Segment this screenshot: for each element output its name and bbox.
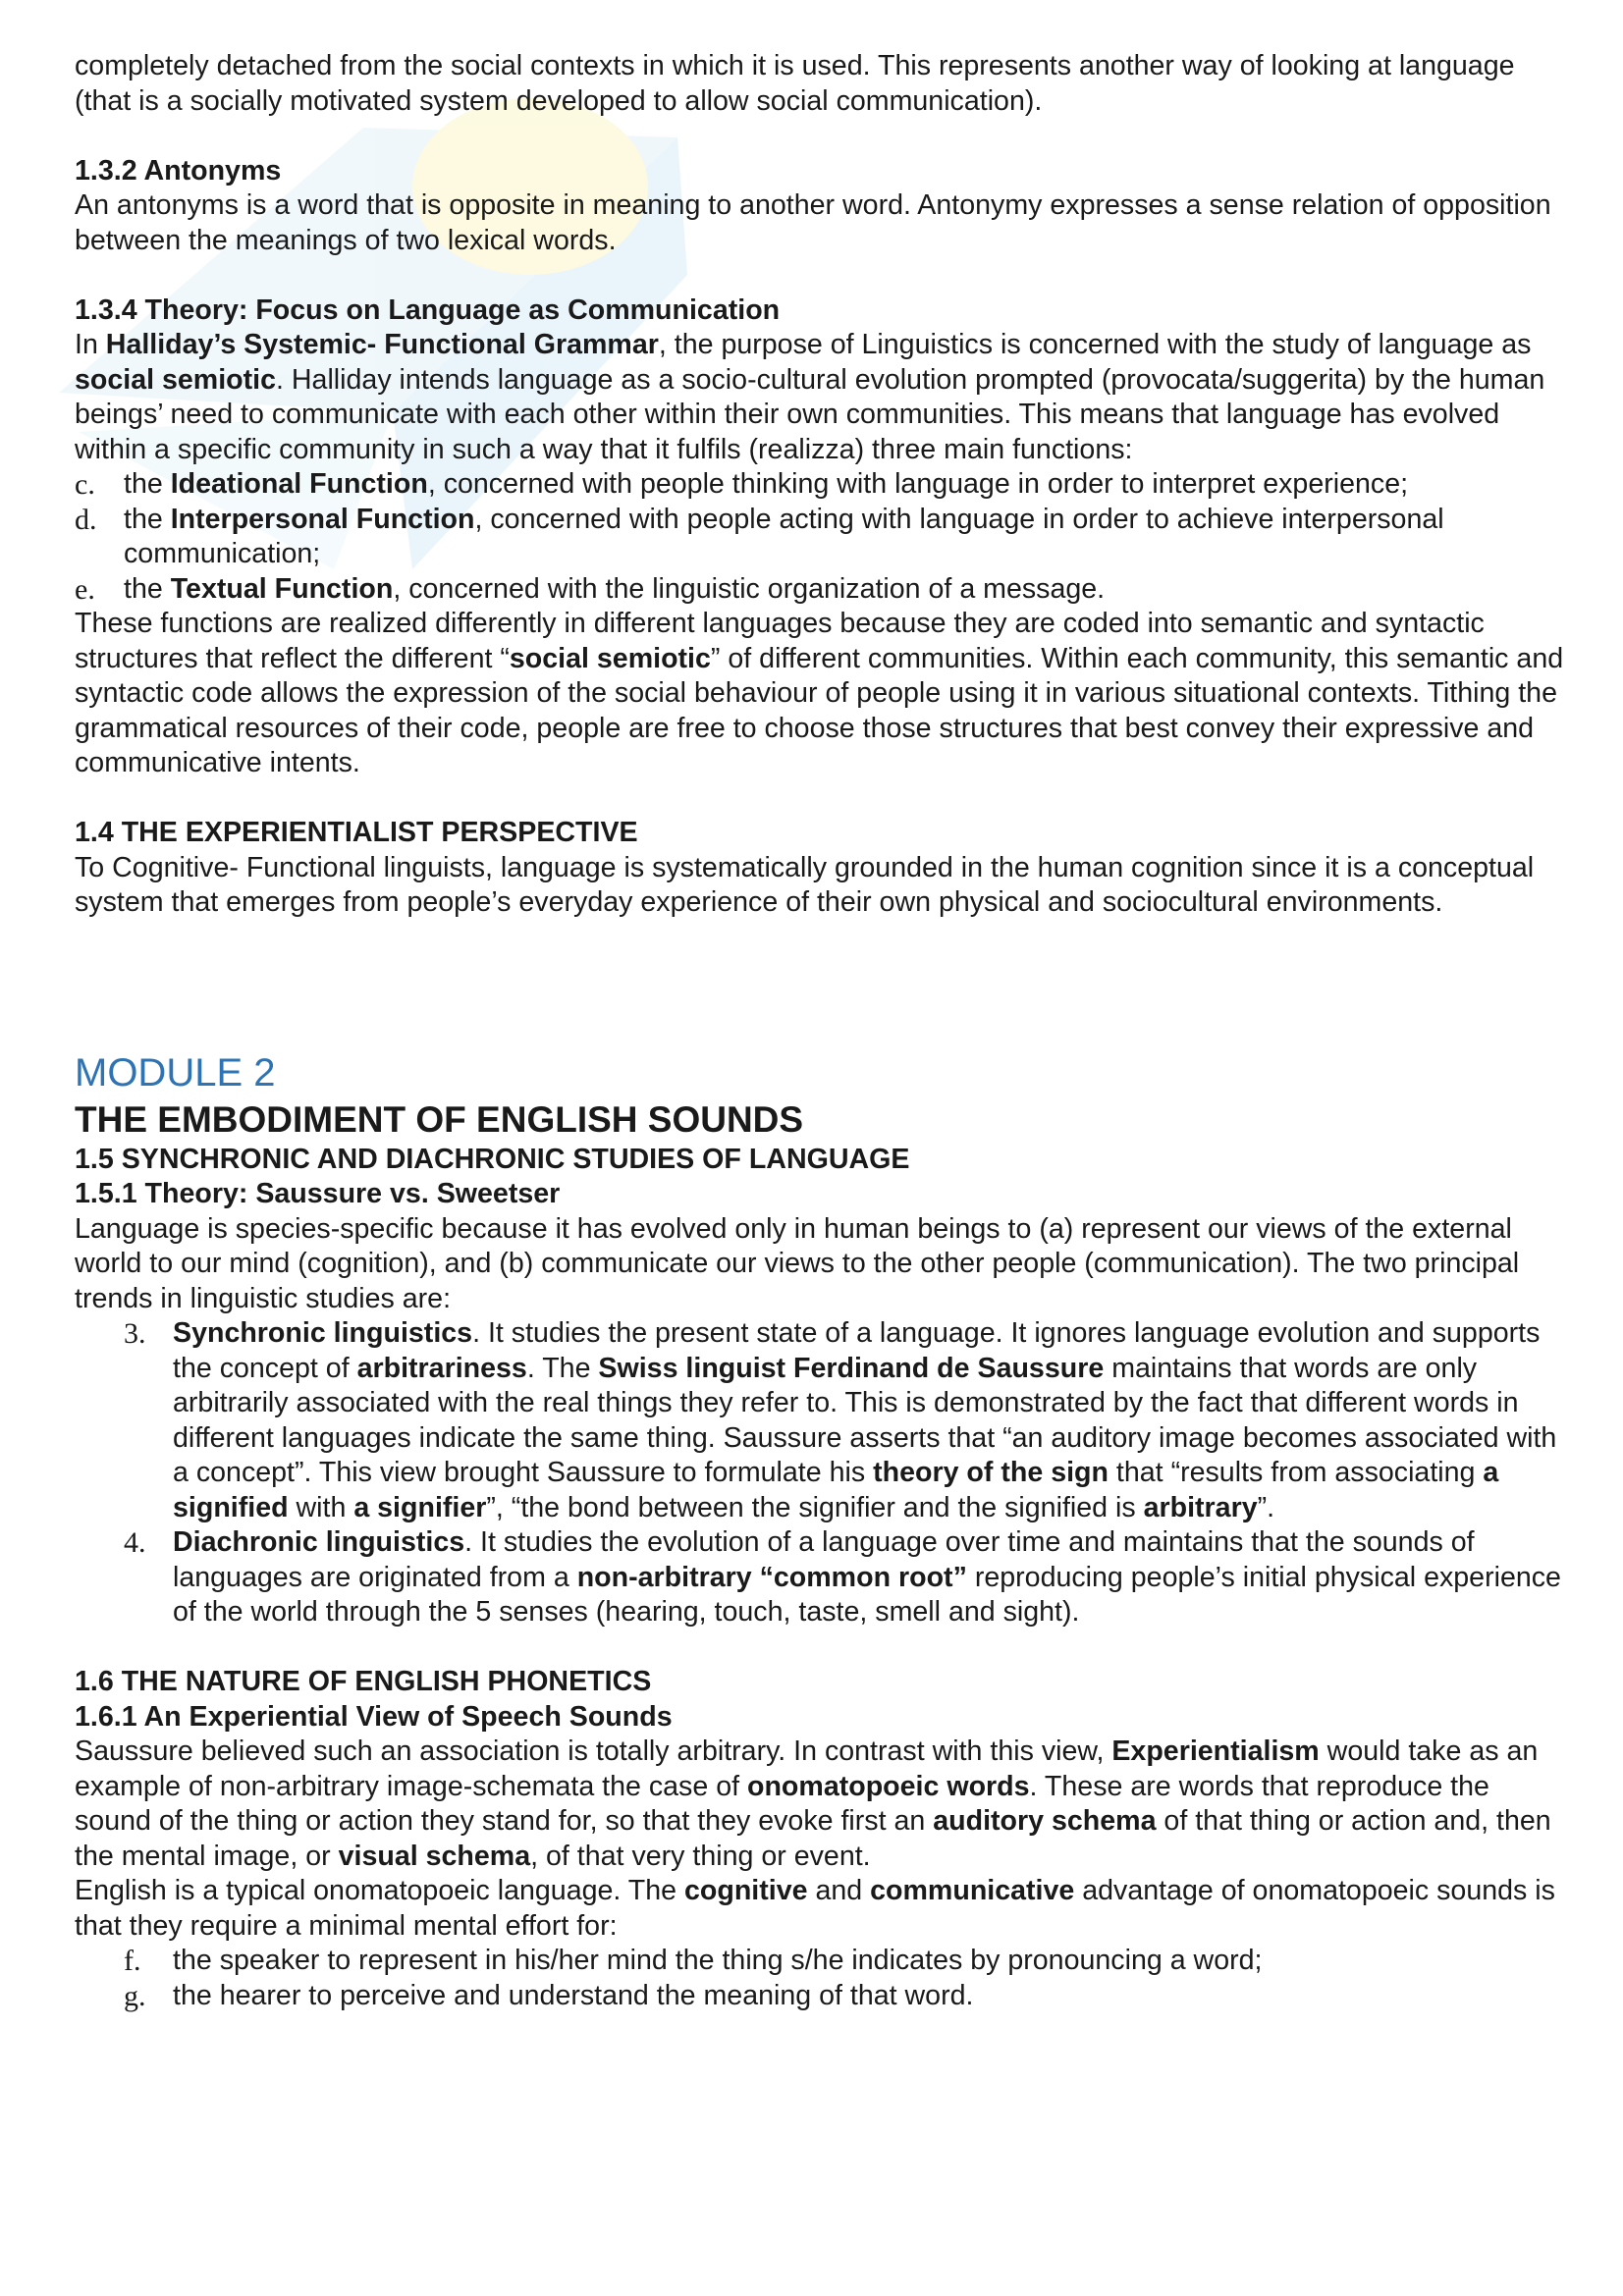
- list-item: 4. Diachronic linguistics. It studies the evolution of a language over time and maintains that the sounds of languages are originated from a non-arbitrary “common root” reproducing people’s initial physical experience of the world through the 5 senses (hearing, touch, taste, smell and sight).: [124, 1526, 1561, 1628]
- functions-list: [75, 467, 1567, 607]
- module-title: THE EMBODIMENT OF ENGLISH SOUNDS: [75, 1098, 804, 1140]
- section-1-4-text: To Cognitive- Functional linguists, language is systematically grounded in the human cognition since it is a conceptual system that emerges from people’s everyday experience of their own physical and sociocultural environments.: [75, 851, 1535, 918]
- section-1-6-1-heading: 1.6.1 An Experiential View of Speech Sounds: [75, 1700, 673, 1733]
- functions-explanation: These functions are realized differently in different languages because they are coded into semantic and syntactic structures that reflect the different “social semiotic” of different communities. Within each community, this semantic and syntactic code allows the expression of the social behaviour of people using it in various situational contexts. Tithing the grammatical resources of their code, people are free to choose those structures that best convey their expressive and communicative intents.: [75, 608, 1564, 778]
- section-1-3-4-paragraph: In Halliday’s Systemic- Functional Grammar, the purpose of Linguistics is concerned with the study of language as social semiotic. Halliday intends language as a socio-cultural evolution prompted (provocata/suggerita) by the human beings’ need to communicate with each other within their own communities. This means that language has evolved within a specific community in such a way that it fulfils (realizza) three main functions:: [75, 329, 1545, 465]
- linguistics-list: [124, 1316, 1567, 1630]
- section-1-4-heading: 1.4 THE EXPERIENTIALIST PERSPECTIVE: [75, 817, 638, 848]
- section-1-6-paragraph-2: English is a typical onomatopoeic language. The cognitive and communicative advantage of onomatopoeic sounds is that they require a minimal mental effort for:: [75, 1875, 1555, 1942]
- list-item: d. the Interpersonal Function, concerned with people acting with language in order to achieve interpersonal communication;: [75, 503, 1444, 569]
- section-1-3-2-heading: 1.3.2 Antonyms: [75, 154, 282, 187]
- list-item: c. the Ideational Function, concerned with people thinking with language in order to interpret experience;: [75, 468, 1409, 501]
- list-item: g. the hearer to perceive and understand the meaning of that word.: [124, 1979, 974, 2012]
- section-1-6-paragraph-1: Saussure believed such an association is totally arbitrary. In contrast with this view, Experientialism would take as an example of non-arbitrary image-schemata the case of onomatopoeic words. These are words that reproduce the sound of the thing or action they stand for, so that they evoke first an auditory schema of that thing or action and, then the mental image, or visual schema, of that very thing or event.: [75, 1735, 1551, 1872]
- section-1-3-2-text: An antonyms is a word that is opposite in meaning to another word. Antonymy expresses a sense relation of opposition between the meanings of two lexical words.: [75, 189, 1551, 256]
- section-1-5-1-heading: 1.5.1 Theory: Saussure vs. Sweetser: [75, 1178, 561, 1209]
- list-item: 3. Synchronic linguistics. It studies the present state of a language. It ignores language evolution and supports the concept of arbitrariness. The Swiss linguist Ferdinand de Saussure maintains that words are only arbitrarily associated with the real things they refer to. This is demonstrated by the fact that different words in different languages indicate the same thing. Saussure asserts that “an auditory image becomes associated with a concept”. This view brought Saussure to formulate his theory of the sign that “results from associating a signified with a signifier”, “the bond between the signifier and the signified is arbitrary”.: [124, 1317, 1557, 1523]
- list-item: e. the Textual Function, concerned with the linguistic organization of a message.: [75, 572, 1106, 606]
- intro-paragraph: completely detached from the social contexts in which it is used. This represents another way of looking at language (that is a socially motivated system developed to allow social communication).: [75, 50, 1515, 117]
- section-1-5-text: Language is species-specific because it has evolved only in human beings to (a) represent our views of the external world to our mind (cognition), and (b) communicate our views to the other people (communication). The two principal trends in linguistic studies are:: [75, 1212, 1520, 1314]
- document-page: [75, 49, 1567, 2013]
- section-1-5-heading: 1.5 SYNCHRONIC AND DIACHRONIC STUDIES OF LANGUAGE: [75, 1143, 910, 1175]
- section-1-6-heading: 1.6 THE NATURE OF ENGLISH PHONETICS: [75, 1666, 652, 1697]
- effort-list: [124, 1944, 1567, 2013]
- section-1-3-4-heading: 1.3.4 Theory: Focus on Language as Communication: [75, 294, 781, 326]
- list-item: f. the speaker to represent in his/her mind the thing s/he indicates by pronouncing a word;: [124, 1945, 1263, 1977]
- module-label: MODULE 2: [75, 1050, 276, 1095]
